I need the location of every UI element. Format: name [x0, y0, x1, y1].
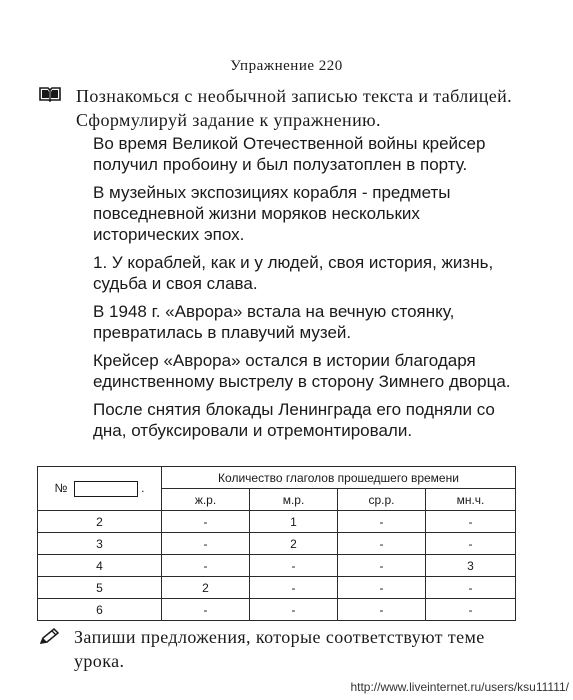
table-cell: 2 [162, 577, 250, 599]
table-cell: - [162, 533, 250, 555]
table-cell: - [426, 599, 516, 621]
row-number: 3 [38, 533, 162, 555]
table-cell: 1 [250, 511, 338, 533]
table-cell: 3 [426, 555, 516, 577]
paragraph: 1. У кораблей, как и у людей, своя история, жизнь, судьба и своя слава. [93, 253, 494, 293]
column-header: ср.р. [338, 489, 426, 511]
table-cell: - [338, 533, 426, 555]
table-row [38, 599, 516, 621]
task-text: Познакомься с необычной записью текста и таблицей. Сформулируй задание к упражнению. [76, 86, 513, 130]
table-cell: - [162, 555, 250, 577]
table-cell: - [426, 533, 516, 555]
instruction-text: Запиши предложения, которые соответствуют теме урока. [74, 627, 485, 671]
column-header: м.р. [250, 489, 338, 511]
table-cell: - [250, 577, 338, 599]
column-header: ж.р. [162, 489, 250, 511]
watermark-link[interactable]: http://www.liveinternet.ru/users/ksu11111/ [350, 680, 569, 694]
pencil-icon [38, 628, 60, 651]
table-row [38, 511, 516, 533]
group-header: Количество глаголов прошедшего времени [162, 467, 516, 489]
number-suffix: . [141, 480, 145, 495]
table-cell: - [250, 599, 338, 621]
table-row [38, 555, 516, 577]
paragraph: В 1948 г. «Аврора» встала на вечную стоянку, превратилась в плавучий музей. [93, 302, 455, 342]
paragraph: Во время Великой Отечественной войны крейсер получил пробоину и был полузатоплен в порту. [93, 134, 486, 174]
row-number: 4 [38, 555, 162, 577]
table-cell: - [250, 555, 338, 577]
paragraph: После снятия блокады Ленинграда его подняли со дна, отбуксировали и отремонтировали. [93, 400, 495, 440]
table-row [38, 577, 516, 599]
table-cell: - [426, 511, 516, 533]
table-cell: 2 [250, 533, 338, 555]
table-cell: - [338, 511, 426, 533]
table-cell: - [338, 599, 426, 621]
number-input-box[interactable] [74, 481, 138, 497]
table-cell: - [162, 599, 250, 621]
exercise-heading: Упражнение 220 [230, 58, 343, 74]
row-number: 6 [38, 599, 162, 621]
column-header: мн.ч. [426, 489, 516, 511]
row-number: 5 [38, 577, 162, 599]
verbs-table [37, 466, 516, 621]
row-number: 2 [38, 511, 162, 533]
table-cell: - [338, 555, 426, 577]
number-header [38, 467, 162, 511]
number-label: № [54, 480, 68, 495]
table-cell: - [426, 577, 516, 599]
paragraph: В музейных экспозициях корабля - предметы повседневной жизни моряков нескольких исторических эпох. [93, 183, 451, 244]
table-cell: - [338, 577, 426, 599]
exercise-text [93, 133, 529, 448]
book-icon [38, 86, 62, 107]
paragraph: Крейсер «Аврора» остался в истории благодаря единственному выстрелу в сторону Зимнего дворца. [93, 351, 511, 391]
table-cell: - [162, 511, 250, 533]
table-row [38, 533, 516, 555]
